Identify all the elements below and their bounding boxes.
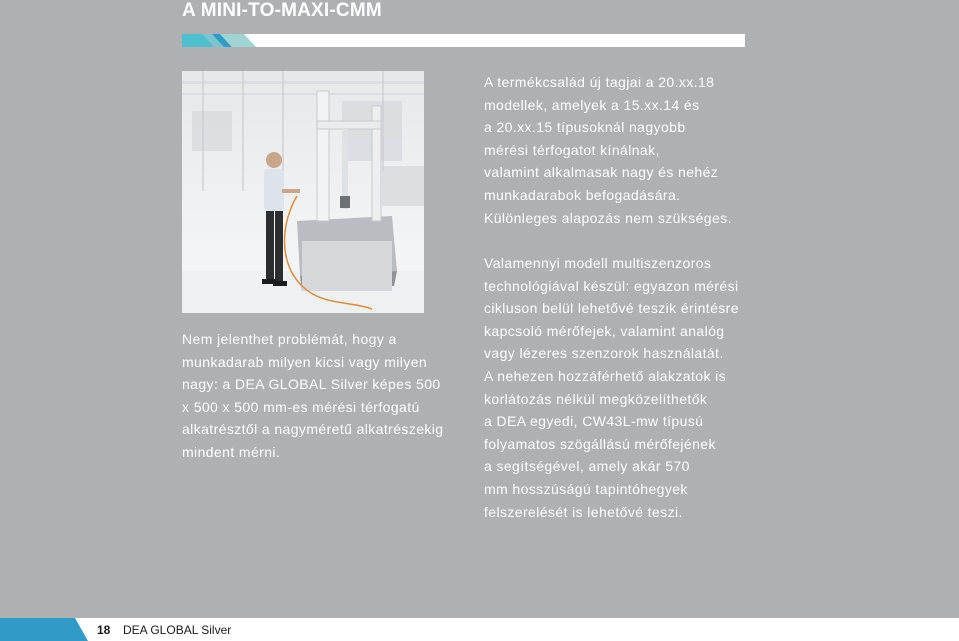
footer-brand: DEA GLOBAL Silver (123, 623, 232, 637)
footer-accent (0, 618, 90, 641)
intro-paragraph: A termékcsalád új tagjai a 20.xx.18 modellek, amelyek a 15.xx.14 és a 20.xx.15 típusoknál nagyobb mérési térfogatot kínálnak, valamint alkalmasak nagy és nehéz munkadarabok befogadására. Különleges alapozás nem szükséges. (484, 74, 732, 226)
page-title: A MINI-TO-MAXI-CMM (182, 0, 382, 21)
page-number: 18 (97, 623, 111, 637)
measurement-paragraph: Nem jelenthet problémát, hogy a munkadarab milyen kicsi vagy milyen nagy: a DEA GLOBAL Silver képes 500 x 500 x 500 mm-es mérési térfogatú alkatrésztől a nagyméretű alkatrészekig mindent mérni. (182, 331, 444, 460)
title-accent-bar (182, 34, 745, 47)
page-footer (0, 618, 959, 641)
accent-stripes (182, 34, 262, 47)
cmm-machine-photo (182, 71, 424, 313)
photo-illustration (182, 71, 424, 313)
multisensor-paragraph: Valamennyi modell multiszenzoros technológiával készül: egyazon mérési cikluson belül lehetővé teszik érintésre kapcsoló mérőfejek, valamint analóg vagy lézeres szenzorok használatát. A nehezen hozzáférhető alakzatok is korlátozás nélkül megközelíthetők a DEA egyedi, CW43L-mw típusú folyamatos szögállású mérőfejének a segítségével, amely akár 570 mm hosszúságú tapintóhegyek felszerelését is lehetővé teszi. (484, 255, 739, 520)
